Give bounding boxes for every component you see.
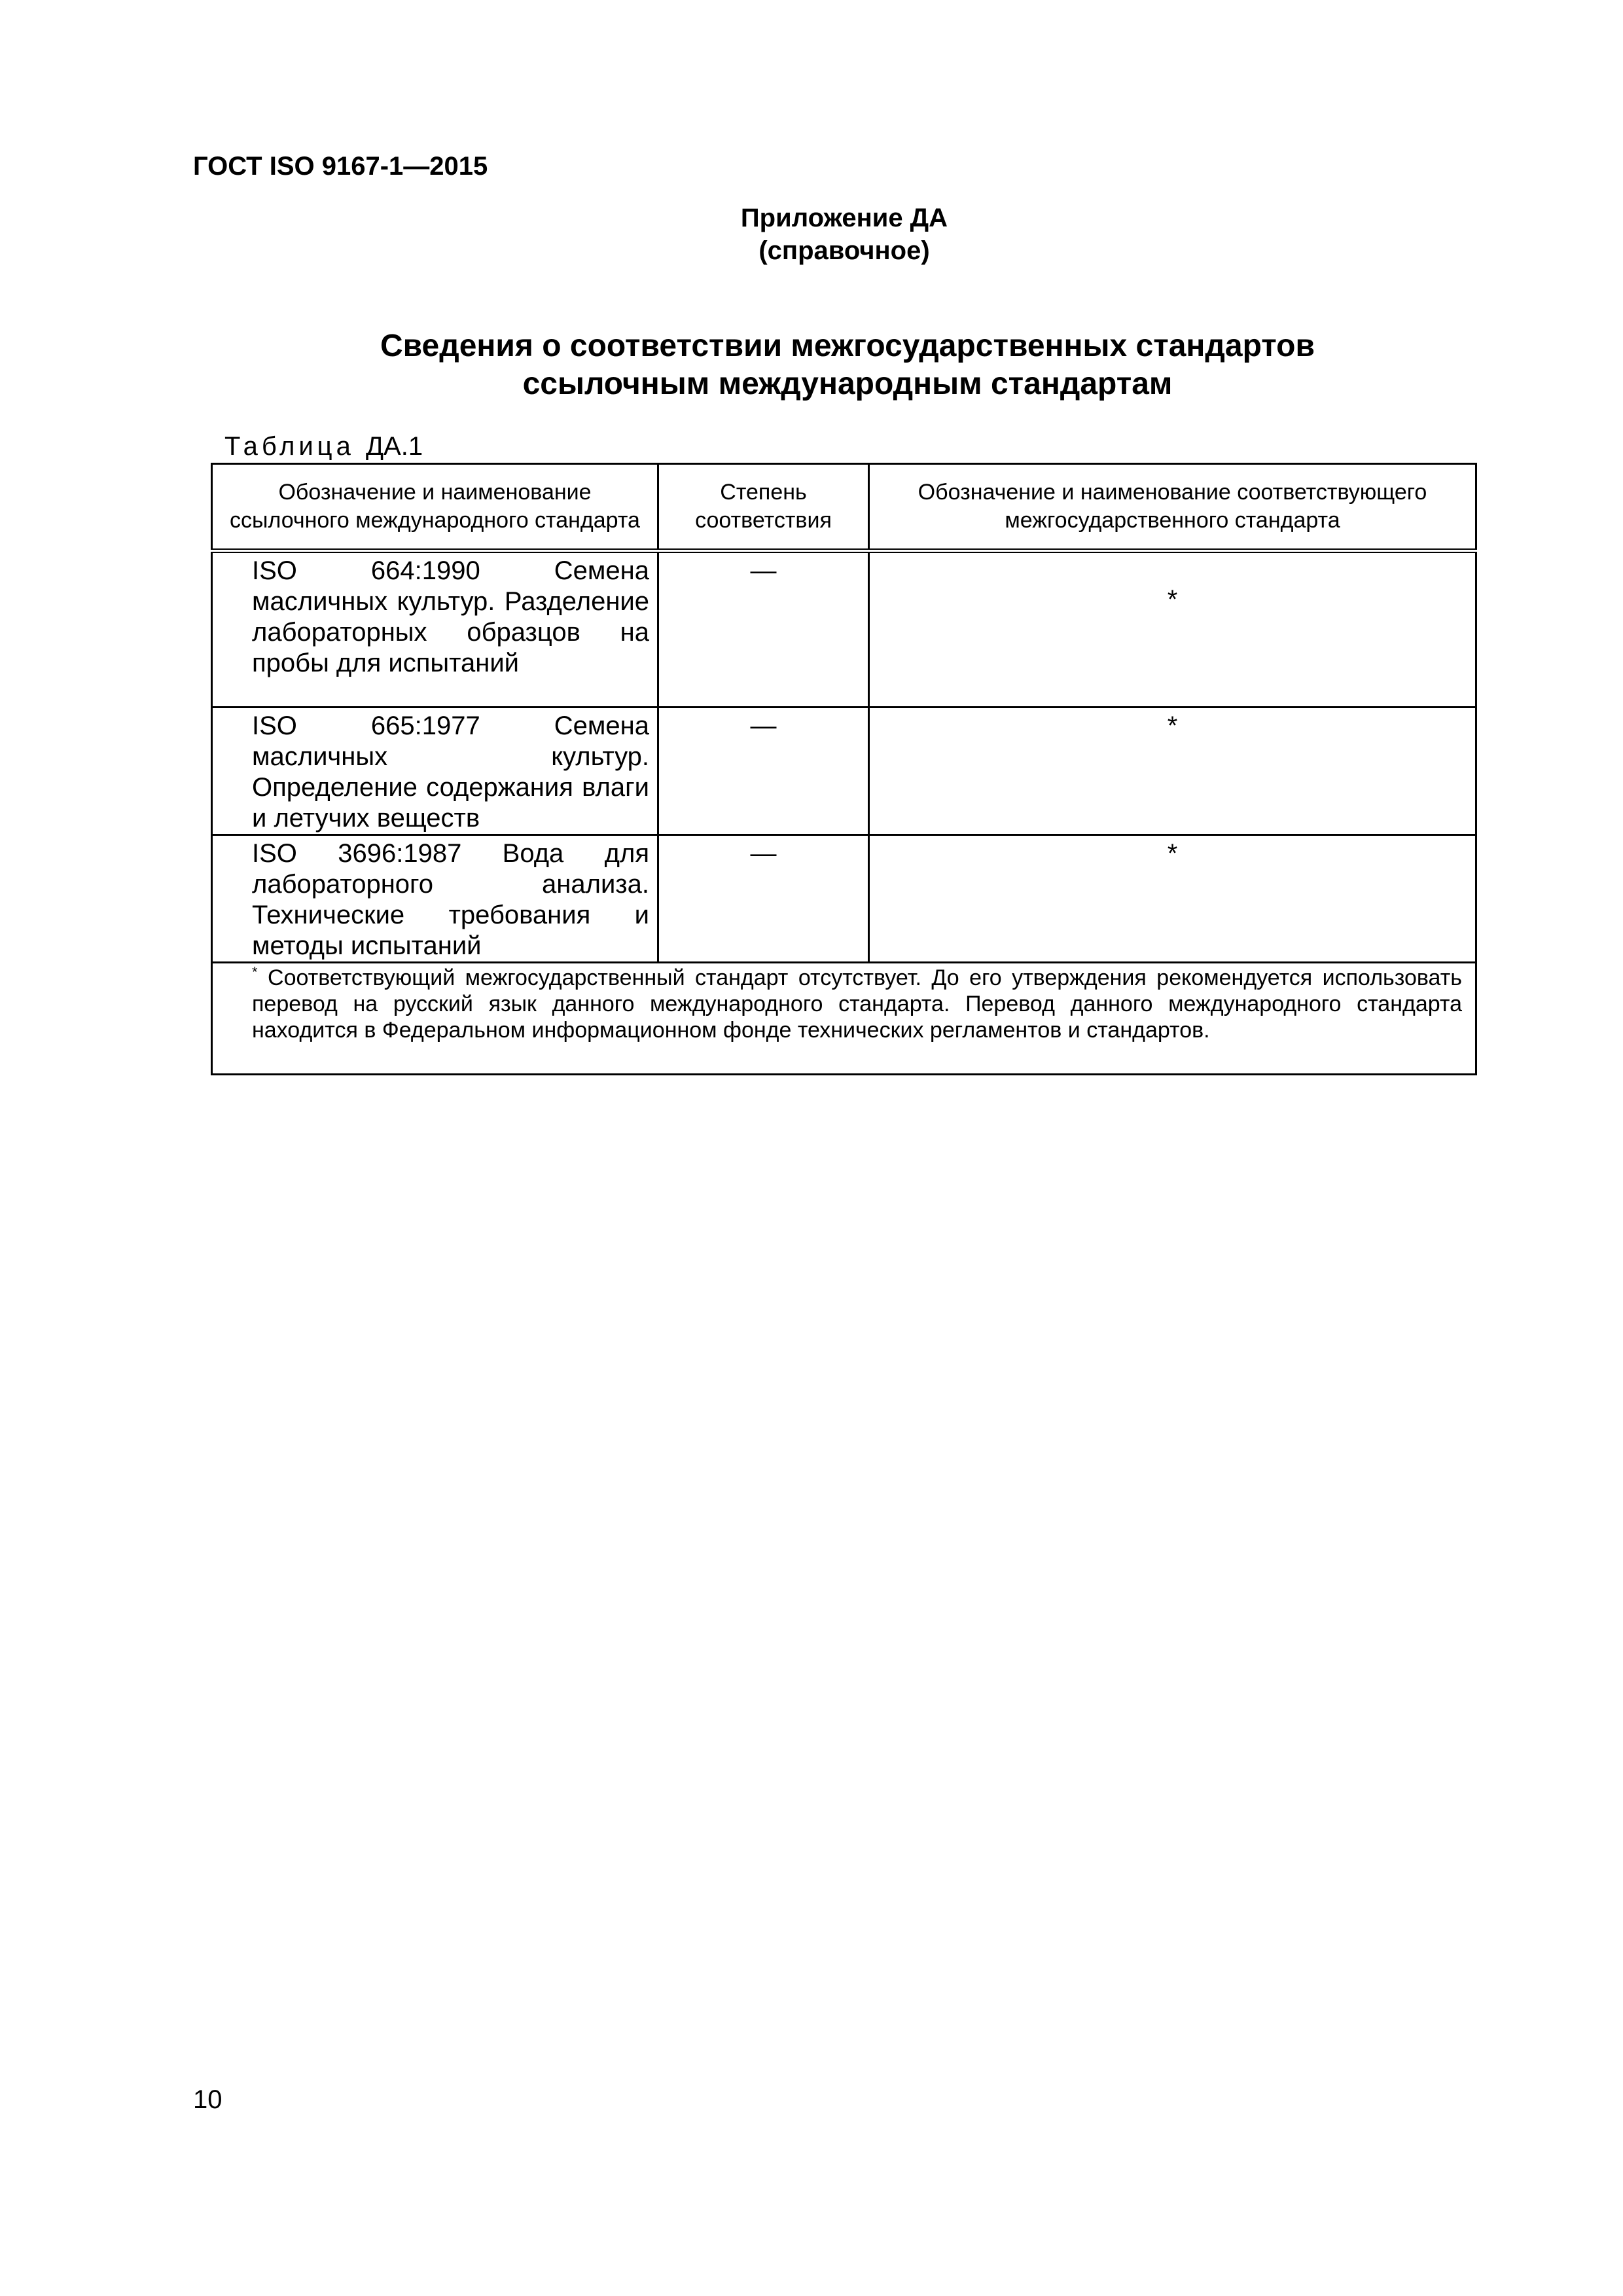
page-title-line-2: ссылочным международным стандартам: [522, 367, 1173, 401]
header-international-standard: Обозначение и наименование ссылочного международного стандарта: [212, 464, 658, 551]
document-code: ГОСТ ISO 9167-1—2015: [193, 152, 488, 181]
footnote-mark: *: [252, 963, 258, 980]
footnote-text: Соответствующий межгосударственный стандарт отсутствует. До его утверждения рекомендуется использовать перевод на русский язык данного международного стандарта. Перевод данного международного стандарта находится в Федеральном информационном фонде технических регламентов и стандартов.: [252, 965, 1462, 1043]
table-row: [212, 708, 1476, 835]
international-standard-cell: ISO 664:1990 Семена масличных культур. Разделение лабораторных образцов на пробы для испытаний: [212, 551, 658, 708]
page-number: 10: [193, 2085, 223, 2114]
table-footnote-row: [212, 963, 1476, 1075]
appendix-title: Приложение ДА: [740, 204, 948, 232]
table-header-row: [212, 464, 1476, 551]
header-interstate-standard: Обозначение и наименование соответствующего межгосударственного стандарта: [869, 464, 1476, 551]
page-title: [193, 327, 1502, 403]
standards-correspondence-table: [211, 463, 1477, 1075]
header-degree-of-correspondence: Степень соответствия: [658, 464, 869, 551]
interstate-standard-cell: *: [869, 835, 1476, 963]
degree-cell: —: [658, 551, 869, 708]
table-caption-number: ДА.1: [365, 432, 423, 461]
degree-cell: —: [658, 708, 869, 835]
international-standard-cell: ISO 665:1977 Семена масличных культур. Определение содержания влаги и летучих веществ: [212, 708, 658, 835]
table-row: [212, 835, 1476, 963]
table-footnote: [212, 963, 1476, 1075]
appendix-type: (справочное): [758, 236, 930, 265]
table-row: [212, 551, 1476, 708]
international-standard-cell: ISO 3696:1987 Вода для лабораторного анализа. Технические требования и методы испытаний: [212, 835, 658, 963]
table-caption: [224, 432, 423, 461]
degree-cell: —: [658, 835, 869, 963]
interstate-standard-cell: *: [869, 551, 1476, 708]
appendix-heading: [654, 202, 1034, 267]
table-caption-word: Таблица: [224, 432, 355, 461]
page-title-line-1: Сведения о соответствии межгосударственных стандартов: [380, 329, 1315, 363]
interstate-standard-cell: *: [869, 708, 1476, 835]
